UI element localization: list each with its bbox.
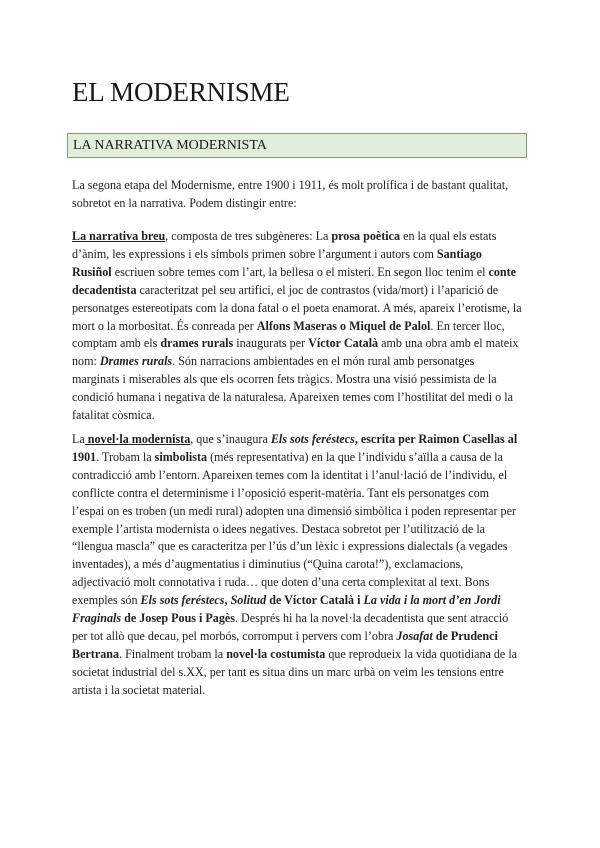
text-span: . Després hi ha la novel·la decadentista que sent atracció per tot allò que decau, pel morbós, corromput i pervers com l’obra bbox=[72, 611, 509, 643]
section-heading: LA NARRATIVA MODERNISTA bbox=[67, 133, 527, 158]
text-span: escriuen sobre temes com l’art, la bellesa o el misteri. En segon lloc tenim el bbox=[111, 264, 489, 279]
term-novella-costumista: novel·la costumista bbox=[226, 646, 326, 661]
text-span: . Finalment trobam la bbox=[119, 646, 227, 661]
authors-maseras-palol: Alfons Maseras o Miquel de Palol bbox=[256, 318, 431, 333]
text-span: . En tercer lloc, comptam amb els bbox=[72, 318, 505, 351]
term-novella-modernista: novel·la modernista bbox=[84, 432, 191, 446]
text-span: que reprodueix la vida quotidiana de la societat industrial del s.XX, per tant es situa dins un marc urbà on veim les tensions entre artista i la societat material. bbox=[72, 646, 518, 697]
text-span: , bbox=[224, 593, 231, 608]
text-span: . Trobam la bbox=[96, 449, 155, 464]
text-span: (més representativa) en la que l’individu s’aïlla a causa de la contradicció amb l’entorn. Apareixen temes com la identitat i l’anul·lació de l’individu, el conflicte contra el determinisme i l’oposició esperit-matèria. Tant els personatges com l’espai on es troben (un medi rural) adopten una dimensió simbòlica i poden representar per exemple l’artista modernista o idees negatives. Destaca sobretot per l’utilització de la “llengua mascla” que es caracteritza per l’ús d’un lèxic i expressions dialectals (a vegades inventades), a més d’augmentatius i diminutius (“Quina carota!”), exclamacions, adjectivació molt connotativa i ruda… que doten d’una certa complexitat al text. Bons exemples són bbox=[72, 449, 516, 608]
text-span: , que s’inaugura bbox=[190, 432, 271, 446]
author-victor-catala-2: de Víctor Català i bbox=[266, 593, 364, 608]
author-victor-catala: Víctor Català bbox=[308, 336, 379, 351]
intro-paragraph: La segona etapa del Modernisme, entre 1900 i 1911, és molt prolífica i de bastant qualitat, sobretot en la narrativa. Podem distingir entre: bbox=[72, 178, 509, 210]
text-span: , composta de tres subgèneres: La bbox=[165, 229, 332, 243]
term-drames-rurals: drames rurals bbox=[160, 336, 234, 351]
author-prudenci-bertrana: de Prudenci Bertrana bbox=[72, 628, 498, 661]
text-span: amb una obra amb el mateix nom: bbox=[72, 336, 519, 369]
page-title: EL MODERNISME bbox=[72, 77, 290, 107]
term-prosa-poetica: prosa poètica bbox=[331, 229, 401, 243]
term-conte-decadentista: conte decadentista bbox=[72, 264, 517, 297]
term-simbolista: simbolista bbox=[154, 449, 208, 464]
term-narrativa-breu: La narrativa breu bbox=[72, 229, 166, 243]
work-drames-rurals: Drames rurals bbox=[99, 354, 173, 369]
work-els-sots-ferestecs-2: Els sots feréstecs bbox=[140, 593, 225, 608]
novella-modernista-paragraph bbox=[72, 431, 524, 700]
text-span: caracteritzat pel seu artifici, el joc de contrastos (vida/mort) i l’aparició de personatges estereotipats com la dona fatal o el poeta enamorat. A més, apareix l’erotisme, la mort o la morbositat. És conreada per bbox=[72, 282, 522, 333]
text-span: inaugurats per bbox=[233, 336, 309, 351]
author-santiago-rusinol: Santiago Rusiñol bbox=[72, 246, 482, 279]
text-span: . Són narracions ambientades en el món rural amb personatges marginats i miserables als que els ocorren fets tràgics. Mostra una visió pessimista de la condició humana i negativa de la naturalesa. Apareixen temes com l’hostilitat del medi o la fatalitat còsmica. bbox=[72, 354, 513, 423]
author-josep-pous-pages: de Josep Pous i Pagès bbox=[121, 611, 235, 626]
narrativa-breu-paragraph bbox=[72, 228, 524, 425]
work-solitud: Solitud bbox=[230, 593, 267, 608]
work-josafat: Josafat bbox=[396, 628, 433, 643]
author-raimon-casellas: , escrita per Raimon Casellas al 1901 bbox=[72, 432, 518, 464]
text-span: La bbox=[72, 432, 85, 446]
work-els-sots-ferestecs: Els sots feréstecs bbox=[270, 432, 355, 446]
text-span: en la qual els estats d’ànim, les expressions i els símbols primen sobre l’argument i autors com bbox=[72, 229, 497, 261]
work-vida-mort-jordi-fraginals: La vida i la mort d’en Jordi Fraginals bbox=[72, 593, 501, 626]
